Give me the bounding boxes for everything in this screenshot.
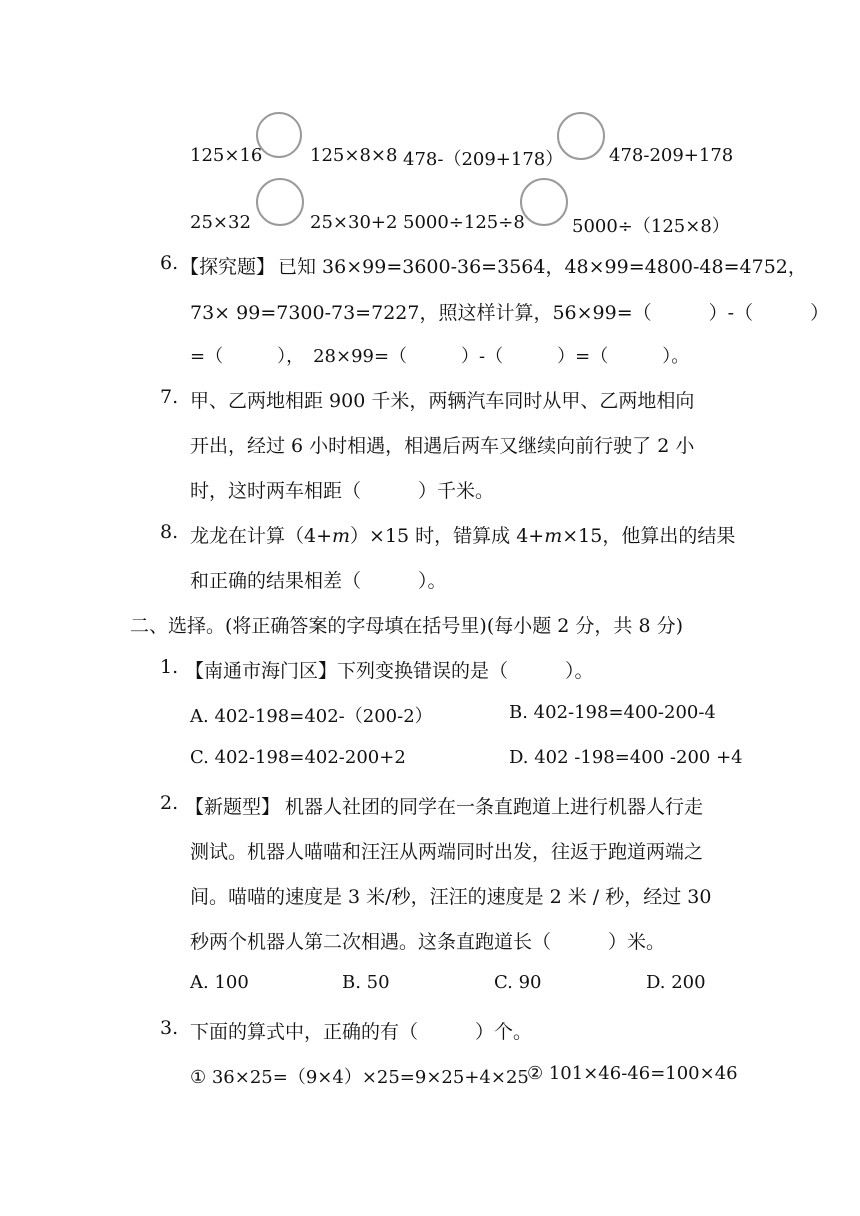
text-part: ×15，他算出的结果 bbox=[562, 525, 736, 547]
variable-m: m bbox=[544, 525, 563, 547]
option-a[interactable]: A. 402-198=402-（200-2） bbox=[190, 706, 433, 727]
option-b[interactable]: B. 50 bbox=[342, 972, 390, 993]
option-d[interactable]: D. 200 bbox=[646, 972, 706, 993]
question-text-line: 时，这时两车相距（ ）千米。 bbox=[190, 480, 495, 502]
statement-2: ② 101×46-46=100×46 bbox=[527, 1063, 738, 1084]
question-text-line: 开出，经过 6 小时相遇，相遇后两车又继续向前行驶了 2 小 bbox=[190, 435, 695, 457]
text-part: ）×15 时，错算成 4+ bbox=[350, 525, 545, 547]
compare-left-1b: 478-（209+178） bbox=[403, 149, 564, 170]
question-text-line: 下面的算式中，正确的有（ ）个。 bbox=[190, 1021, 533, 1043]
statement-1: ① 36×25=（9×4）×25=9×25+4×25 bbox=[190, 1067, 529, 1088]
question-tag: 【探究题】 bbox=[180, 256, 276, 278]
question-text-line: 【南通市海门区】下列变换错误的是（ ）。 bbox=[185, 660, 594, 682]
compare-right-2a: 25×30+2 bbox=[310, 212, 398, 233]
compare-circle-2b[interactable] bbox=[520, 178, 568, 226]
question-text-line: 测试。机器人喵喵和汪汪从两端同时出发，往返于跑道两端之 bbox=[190, 841, 704, 863]
question-text-line: 秒两个机器人第二次相遇。这条直跑道长（ ）米。 bbox=[190, 931, 666, 953]
compare-circle-2a[interactable] bbox=[256, 178, 304, 226]
variable-m: m bbox=[332, 525, 351, 547]
question-number: 1. bbox=[160, 656, 179, 678]
question-number: 8. bbox=[160, 521, 179, 543]
compare-circle-1a[interactable] bbox=[256, 112, 302, 158]
question-text-line: 间。喵喵的速度是 3 米/秒，汪汪的速度是 2 米 / 秒，经过 30 bbox=[190, 886, 712, 908]
question-text-line: 和正确的结果相差（ ）。 bbox=[190, 570, 447, 592]
question-number: 6. bbox=[160, 252, 179, 274]
compare-left-1a: 125×16 bbox=[190, 145, 263, 166]
section-2-title: 二、选择。(将正确答案的字母填在括号里)(每小题 2 分，共 8 分) bbox=[130, 615, 683, 637]
question-text-line: 机器人社团的同学在一条直跑道上进行机器人行走 bbox=[285, 796, 704, 818]
compare-right-1a: 125×8×8 bbox=[310, 145, 398, 166]
compare-right-1b: 478-209+178 bbox=[609, 145, 734, 166]
option-d[interactable]: D. 402 -198=400 -200 +4 bbox=[509, 747, 743, 768]
question-tag: 【新题型】 bbox=[185, 796, 281, 818]
option-b[interactable]: B. 402-198=400-200-4 bbox=[509, 702, 716, 723]
compare-left-2a: 25×32 bbox=[190, 212, 251, 233]
question-text-line: 73× 99=7300-73=7227，照这样计算，56×99=（ ）-（ ） bbox=[190, 302, 830, 324]
question-number: 2. bbox=[160, 792, 179, 814]
option-c[interactable]: C. 90 bbox=[494, 972, 542, 993]
compare-right-2b: 5000÷（125×8） bbox=[572, 216, 730, 237]
option-a[interactable]: A. 100 bbox=[190, 972, 249, 993]
compare-left-2b: 5000÷125÷8 bbox=[403, 212, 525, 233]
option-c[interactable]: C. 402-198=402-200+2 bbox=[190, 747, 406, 768]
question-text-line: 已知 36×99=3600-36=3564，48×99=4800-48=4752， bbox=[278, 256, 807, 278]
question-text-line bbox=[190, 521, 735, 548]
question-number: 7. bbox=[160, 386, 179, 408]
compare-circle-1b[interactable] bbox=[557, 112, 605, 160]
question-text-line: =（ ）， 28×99=（ ）-（ ）=（ ）。 bbox=[190, 346, 690, 367]
question-number: 3. bbox=[160, 1017, 179, 1039]
text-part: 龙龙在计算（4+ bbox=[190, 525, 333, 547]
question-text-line: 甲、乙两地相距 900 千米，两辆汽车同时从甲、乙两地相向 bbox=[190, 390, 695, 412]
